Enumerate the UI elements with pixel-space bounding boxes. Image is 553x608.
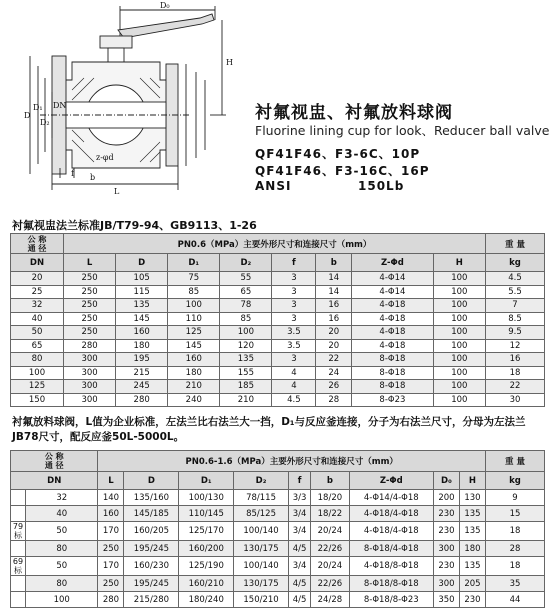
table2-cell: 160 (98, 506, 124, 522)
table1-cell: 300 (64, 380, 116, 394)
table2-cell: 80 (26, 541, 98, 557)
table2-cell: 50 (26, 522, 98, 541)
table2-cell: 250 (98, 576, 124, 592)
table2-cell: 160/210 (179, 576, 234, 592)
table1-col-5: f (272, 254, 316, 272)
model-line-3 (255, 179, 405, 193)
table1-col-4: D₂ (220, 254, 272, 272)
table2-cell: 15 (486, 506, 545, 522)
table1-cell: 55 (220, 272, 272, 286)
table1-cell: 3 (272, 285, 316, 299)
table1-cell: 250 (64, 299, 116, 313)
table1-cell: 80 (11, 353, 64, 367)
table2-cell: 18/22 (311, 506, 350, 522)
table2-cell: 230 (433, 522, 459, 541)
table2-cell: 170 (98, 522, 124, 541)
table2-cell: 300 (433, 576, 459, 592)
label-d1: D₁ (33, 103, 43, 112)
table-row (11, 380, 545, 394)
table1-cell: 65 (11, 339, 64, 353)
table2-col-0: DN (11, 472, 98, 490)
table2-cell: 18 (486, 522, 545, 541)
table1-cell: 85 (220, 312, 272, 326)
label-dn: DN (53, 101, 67, 110)
table1-cell: 135 (220, 353, 272, 367)
standard-label: 79标 (11, 522, 26, 541)
table1-cell: 26 (316, 380, 352, 394)
table1-cell: 155 (220, 366, 272, 380)
table1-cell: 22 (486, 380, 545, 394)
table1-cell: 30 (486, 393, 545, 407)
table2-cell: 150/210 (234, 592, 289, 608)
table2-cell: 230 (459, 592, 485, 608)
table1-cell: 100 (433, 272, 485, 286)
table1-cell: 100 (433, 366, 485, 380)
table-row (11, 272, 545, 286)
table1-cell: 78 (220, 299, 272, 313)
table1-corner: 公 称 通 径 (11, 234, 64, 254)
table1-cell: 32 (11, 299, 64, 313)
table1-cell: 245 (116, 380, 168, 394)
table2-cell: 4/5 (288, 592, 310, 608)
table1-cell: 100 (220, 326, 272, 340)
table2-cell: 145/185 (124, 506, 179, 522)
table1-cell: 16 (316, 299, 352, 313)
label-zd: z-φd (96, 153, 114, 162)
table1-cell: 8-Φ18 (352, 380, 434, 394)
table2-cell: 205 (459, 576, 485, 592)
table1-cell: 100 (433, 353, 485, 367)
table-row (11, 299, 545, 313)
table2-cell: 110/145 (179, 506, 234, 522)
table2-cell: 20/24 (311, 557, 350, 576)
table1-cell: 250 (64, 272, 116, 286)
table1-cell: 100 (433, 299, 485, 313)
ball-valve-note: 衬氟放料球阀，L值为企业标准，左法兰比右法兰大一挡，D₁与反应釜连接，分子为右法兰尺寸，分母为左法兰JB78尺寸，配反应釜50L-5000L。 (12, 416, 526, 443)
table1-cell: 100 (11, 366, 64, 380)
table2-cell: 135/160 (124, 490, 179, 506)
table1-cell: 7 (486, 299, 545, 313)
table1-cell: 40 (11, 312, 64, 326)
table1-cell: 22 (316, 353, 352, 367)
table1-cell: 18 (486, 366, 545, 380)
model3-label: ANSI (255, 179, 292, 193)
table1-cell: 300 (64, 353, 116, 367)
table1-cell: 195 (116, 353, 168, 367)
table2-cell: 350 (433, 592, 459, 608)
model3-value: 150Lb (358, 179, 405, 193)
table-row (11, 326, 545, 340)
table1-cell: 100 (433, 326, 485, 340)
table1-cell: 75 (168, 272, 220, 286)
table-row (11, 393, 545, 407)
table1-weight-header: 重 量 (486, 234, 545, 254)
table1-cell: 4-Φ18 (352, 312, 434, 326)
table1-col-3: D₁ (168, 254, 220, 272)
table1-cell: 280 (64, 339, 116, 353)
table1-cell: 145 (116, 312, 168, 326)
table1-col-7: Z-Φd (352, 254, 434, 272)
table1-cell: 250 (64, 326, 116, 340)
table2-cell: 28 (486, 541, 545, 557)
table1-cell: 185 (220, 380, 272, 394)
table1-cell: 3.5 (272, 326, 316, 340)
table1-cell: 115 (116, 285, 168, 299)
table1-cell: 14 (316, 272, 352, 286)
table1-cell: 100 (168, 299, 220, 313)
table1-cell: 4-Φ14 (352, 272, 434, 286)
table1-cell: 125 (11, 380, 64, 394)
table1-cell: 24 (316, 366, 352, 380)
table1-cell: 4.5 (272, 393, 316, 407)
table2-cell: 8-Φ18/4-Φ18 (349, 541, 433, 557)
table2-cell: 4-Φ18/4-Φ18 (349, 506, 433, 522)
table2-cell: 22/26 (311, 541, 350, 557)
table-row (11, 339, 545, 353)
table1-cell: 4.5 (486, 272, 545, 286)
standard-label (11, 490, 26, 506)
table1-cell: 9.5 (486, 326, 545, 340)
gland (100, 36, 132, 48)
table1-cell: 100 (433, 380, 485, 394)
table1-cell: 3 (272, 312, 316, 326)
table1-cell: 5.5 (486, 285, 545, 299)
table1-cell: 3 (272, 353, 316, 367)
ball-valve-dimension-table (10, 450, 545, 608)
model-line-1: QF41F46、F3-6C、10P (255, 147, 421, 161)
table1-cell: 180 (168, 366, 220, 380)
table1-cell: 3.5 (272, 339, 316, 353)
table1-cell: 16 (316, 312, 352, 326)
table1-col-2: D (116, 254, 168, 272)
valve-technical-drawing (0, 0, 255, 205)
table2-cell: 160/205 (124, 522, 179, 541)
model-line-2: QF41F46、F3-16C、16P (255, 164, 430, 178)
table-row (11, 541, 545, 557)
table1-cell: 280 (116, 393, 168, 407)
table2-cell: 280 (98, 592, 124, 608)
table1-cell: 3 (272, 272, 316, 286)
product-title-en: Fluorine lining cup for look、Reducer ball valve (255, 123, 550, 138)
table2-col-2: D (124, 472, 179, 490)
table1-cell: 4-Φ18 (352, 326, 434, 340)
table1-cell: 250 (64, 285, 116, 299)
table1-cell: 8-Φ18 (352, 366, 434, 380)
table2-cell: 44 (486, 592, 545, 608)
table2-cell: 85/125 (234, 506, 289, 522)
table2-cell: 3/4 (288, 506, 310, 522)
table-row (11, 312, 545, 326)
table1-cell: 4-Φ18 (352, 339, 434, 353)
table1-group-header: PN0.6（MPa）主要外形尺寸和连接尺寸（mm） (64, 234, 486, 254)
table2-col-7: Z-Φd (349, 472, 433, 490)
table1-caption: 衬氟视盅法兰标准JB/T79-94、GB9113、1-26 (12, 219, 257, 232)
table2-cell: 22/26 (311, 576, 350, 592)
table2-cell: 20/24 (311, 522, 350, 541)
label-f: f (71, 169, 74, 178)
table2-col-5: f (288, 472, 310, 490)
table1-cell: 135 (116, 299, 168, 313)
table2-col-8: D₀ (433, 472, 459, 490)
table2-cell: 230 (433, 557, 459, 576)
table2-cell: 18/20 (311, 490, 350, 506)
table1-cell: 50 (11, 326, 64, 340)
table2-cell: 180/240 (179, 592, 234, 608)
label-d: D (24, 111, 31, 120)
table2-cell: 135 (459, 506, 485, 522)
table1-cell: 4 (272, 366, 316, 380)
table2-corner: 公 称 通 径 (11, 451, 98, 472)
table2-cell: 160/200 (179, 541, 234, 557)
table1-cell: 240 (168, 393, 220, 407)
table1-cell: 20 (316, 326, 352, 340)
table-row (11, 366, 545, 380)
table2-group-header: PN0.6-1.6（MPa）主要外形尺寸和连接尺寸（mm） (98, 451, 486, 472)
table1-cell: 4 (272, 380, 316, 394)
label-h: H (226, 58, 233, 67)
table1-cell: 14 (316, 285, 352, 299)
table-row (11, 285, 545, 299)
table1-cell: 16 (486, 353, 545, 367)
table2-cell: 4/5 (288, 541, 310, 557)
table2-col-6: b (311, 472, 350, 490)
label-l: L (114, 187, 120, 196)
table2-cell: 50 (26, 557, 98, 576)
table1-cell: 160 (116, 326, 168, 340)
table-row (11, 522, 545, 541)
table1-cell: 125 (168, 326, 220, 340)
table-row (11, 490, 545, 506)
table1-cell: 180 (116, 339, 168, 353)
table1-cell: 215 (116, 366, 168, 380)
table1-cell: 145 (168, 339, 220, 353)
standard-label (11, 541, 26, 557)
table2-cell: 32 (26, 490, 98, 506)
table2-cell: 4-Φ18/4-Φ18 (349, 522, 433, 541)
table2-cell: 130/175 (234, 576, 289, 592)
table2-cell: 78/115 (234, 490, 289, 506)
table-row (11, 557, 545, 576)
label-b: b (90, 173, 96, 182)
table2-cell: 300 (433, 541, 459, 557)
table2-weight-header: 重 量 (486, 451, 545, 472)
table1-cell: 105 (116, 272, 168, 286)
table2-cell: 125/190 (179, 557, 234, 576)
table2-cell: 135 (459, 557, 485, 576)
table2-cell: 195/245 (124, 576, 179, 592)
table1-cell: 12 (486, 339, 545, 353)
table1-cell: 160 (168, 353, 220, 367)
product-title-cn: 衬氟视盅、衬氟放料球阀 (255, 103, 453, 123)
table1-cell: 8-Φ18 (352, 353, 434, 367)
table-row (11, 506, 545, 522)
table2-cell: 3/4 (288, 522, 310, 541)
table1-col-6: b (316, 254, 352, 272)
table1-cell: 8-Φ23 (352, 393, 434, 407)
table1-cell: 150 (11, 393, 64, 407)
table1-cell: 300 (64, 366, 116, 380)
table2-cell: 130 (459, 490, 485, 506)
table1-cell: 120 (220, 339, 272, 353)
table1-cell: 20 (316, 339, 352, 353)
table1-cell: 300 (64, 393, 116, 407)
handle-lever (118, 14, 214, 38)
table2-cell: 200 (433, 490, 459, 506)
standard-label: 69标 (11, 557, 26, 576)
table1-col-0: DN (11, 254, 64, 272)
table2-col-10: kg (486, 472, 545, 490)
table2-cell: 130/175 (234, 541, 289, 557)
table2-cell: 100/130 (179, 490, 234, 506)
table2-cell: 250 (98, 541, 124, 557)
table1-cell: 28 (316, 393, 352, 407)
table-row (11, 576, 545, 592)
table2-cell: 135 (459, 522, 485, 541)
table1-cell: 25 (11, 285, 64, 299)
table2-cell: 4-Φ14/4-Φ18 (349, 490, 433, 506)
table2-col-1: L (98, 472, 124, 490)
table1-cell: 65 (220, 285, 272, 299)
table2-cell: 9 (486, 490, 545, 506)
table2-cell: 3/4 (288, 557, 310, 576)
table1-cell: 110 (168, 312, 220, 326)
table1-cell: 100 (433, 339, 485, 353)
table2-cell: 4/5 (288, 576, 310, 592)
table2-cell: 100/140 (234, 522, 289, 541)
table1-col-8: H (433, 254, 485, 272)
label-d2: D₂ (40, 118, 50, 127)
table1-cell: 3 (272, 299, 316, 313)
table2-cell: 80 (26, 576, 98, 592)
table1-cell: 210 (168, 380, 220, 394)
table2-cell: 125/170 (179, 522, 234, 541)
table1-cell: 85 (168, 285, 220, 299)
table2-cell: 195/245 (124, 541, 179, 557)
table2-cell: 24/28 (311, 592, 350, 608)
label-d0: D₀ (160, 1, 170, 10)
table2-cell: 4-Φ18/8-Φ18 (349, 557, 433, 576)
standard-label (11, 506, 26, 522)
table1-cell: 250 (64, 312, 116, 326)
table1-cell: 4-Φ18 (352, 299, 434, 313)
table2-cell: 3/3 (288, 490, 310, 506)
table1-cell: 20 (11, 272, 64, 286)
table1-cell: 100 (433, 312, 485, 326)
table2-cell: 8-Φ18/8-Φ23 (349, 592, 433, 608)
table1-col-9: kg (486, 254, 545, 272)
table2-cell: 40 (26, 506, 98, 522)
table-row (11, 353, 545, 367)
table2-cell: 230 (433, 506, 459, 522)
table2-col-3: D₁ (179, 472, 234, 490)
sight-cup-dimension-table (10, 233, 545, 407)
table2-col-9: H (459, 472, 485, 490)
table2-cell: 215/280 (124, 592, 179, 608)
table2-cell: 180 (459, 541, 485, 557)
table2-cell: 170 (98, 557, 124, 576)
table2-cell: 160/230 (124, 557, 179, 576)
standard-label (11, 576, 26, 592)
table2-col-4: D₂ (234, 472, 289, 490)
table2-cell: 8-Φ18/8-Φ18 (349, 576, 433, 592)
table1-cell: 210 (220, 393, 272, 407)
table2-cell: 18 (486, 557, 545, 576)
table1-cell: 8.5 (486, 312, 545, 326)
table2-cell: 35 (486, 576, 545, 592)
table2-cell: 100 (26, 592, 98, 608)
table2-cell: 140 (98, 490, 124, 506)
table1-col-1: L (64, 254, 116, 272)
table1-cell: 100 (433, 285, 485, 299)
table1-cell: 100 (433, 393, 485, 407)
table2-cell: 100/140 (234, 557, 289, 576)
table1-cell: 4-Φ14 (352, 285, 434, 299)
